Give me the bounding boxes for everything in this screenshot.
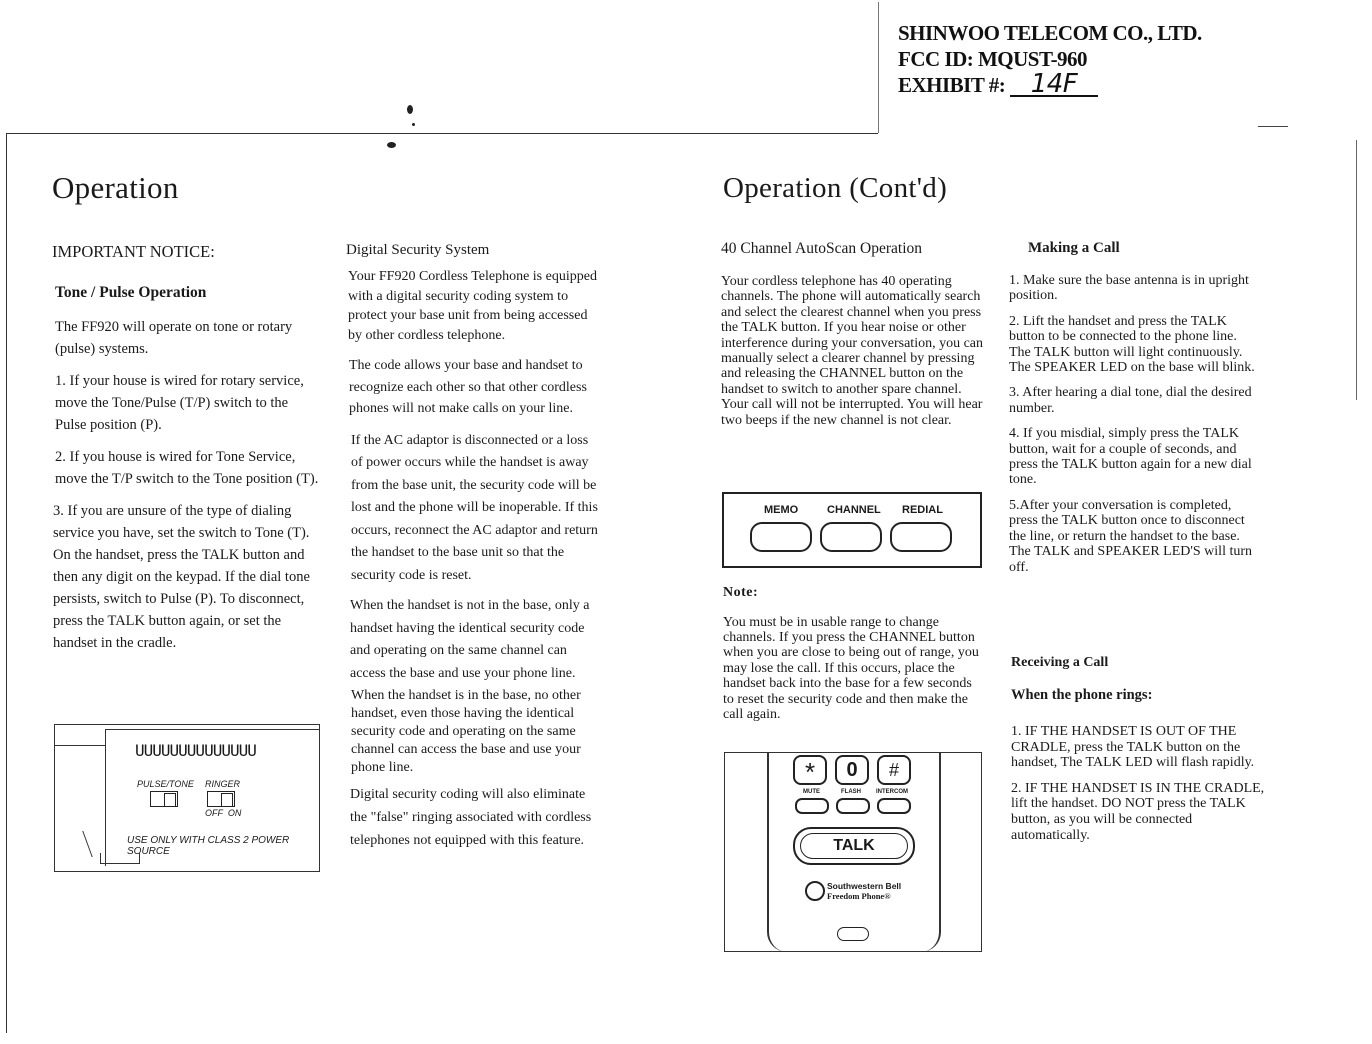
security-column (346, 242, 602, 862)
flash-label: FLASH (841, 789, 861, 795)
vent-slots: UUUUUUUUUUUUUU (135, 741, 256, 760)
tone-item-1: 1. If your house is wired for rotary service, move the Tone/Pulse (T/P) switch to the Pulse position (P). (55, 373, 304, 433)
intercom-button[interactable] (877, 798, 911, 814)
memo-label: MEMO (764, 504, 799, 516)
company-name: SHINWOO TELECOM CO., LTD. (898, 21, 1202, 45)
speaker-grille (837, 927, 869, 941)
receiving-call-heading: Receiving a Call (1011, 655, 1109, 670)
making-item-4: 4. If you misdial, simply press the TALK button, wait for a couple of seconds, and press the TALK button again for a new dial tone. (1009, 426, 1252, 488)
base-foot (100, 853, 140, 864)
making-call-column (1009, 240, 1261, 585)
making-item-2: 2. Lift the handset and press the TALK button to be connected to the phone line. The TALK button will light continuously. The SPEAKER LED on the base will blink. (1009, 313, 1255, 376)
page-top-border-right (1258, 126, 1288, 127)
flash-button[interactable] (836, 798, 870, 814)
pulse-tone-switch[interactable] (150, 791, 178, 807)
redial-button[interactable] (890, 522, 952, 552)
intercom-label: INTERCOM (876, 789, 908, 795)
brand-name: Southwestern Bell (827, 881, 902, 891)
handset-button-strip (722, 492, 982, 568)
page-title-right: Operation (Cont'd) (723, 172, 948, 204)
security-para-4: When the handset is not in the base, only a handset having the identical security code and operating on the same channel can access the base and use your phone line. (350, 598, 590, 681)
tone-item-2: 2. If you house is wired for Tone Service, move the T/P switch to the Tone position (T). (55, 449, 319, 487)
talk-button[interactable] (793, 827, 915, 865)
autoscan-column (721, 240, 983, 428)
note-text: You must be in usable range to change channels. If you press the CHANNEL button when you are close to being out of range, you may lose the call. If this occurs, place the handset back into the base for a few seconds to reset the security code and then make the call again. (723, 614, 979, 722)
channel-button[interactable] (820, 522, 882, 552)
zero-key[interactable]: 0 (835, 755, 869, 785)
redial-label: REDIAL (902, 504, 943, 516)
power-source-note: USE ONLY WITH CLASS 2 POWER SOURCE (127, 835, 290, 857)
making-item-5: 5.After your conversation is completed, press the TALK button once to disconnect the line, or return the handset to the base. The TALK and SPEAKER LED'S will turn off. (1009, 497, 1253, 575)
page-title-left: Operation (52, 170, 179, 205)
cord-line (60, 831, 92, 857)
base-edge (55, 745, 105, 746)
making-item-3: 3. After hearing a dial tone, dial the desired number. (1009, 385, 1252, 416)
security-para-2: The code allows your base and handset to recognize each other so that other cordless phones will not make calls on your line. (349, 358, 587, 416)
off-on-label: OFF ON (205, 808, 242, 818)
pulse-tone-label: PULSE/TONE (137, 779, 194, 789)
page-right-border (1356, 140, 1357, 400)
note-label: Note: (723, 585, 759, 600)
making-item-1: 1. Make sure the base antenna is in upright position. (1009, 273, 1249, 304)
making-call-heading: Making a Call (1028, 240, 1120, 256)
autoscan-heading: 40 Channel AutoScan Operation (721, 240, 923, 257)
security-heading: Digital Security System (346, 242, 490, 258)
security-para-5: When the handset is in the base, no other handset, even those having the identical security code and operating on the same channel can access the base and use your phone line. (351, 688, 581, 775)
ringer-label: RINGER (205, 779, 241, 789)
handset-keypad-diagram (724, 752, 982, 952)
fcc-id: FCC ID: MQUST-960 (898, 47, 1088, 71)
scan-speck (407, 105, 413, 114)
receiving-item-1: 1. IF THE HANDSET IS OUT OF THE CRADLE, press the TALK button on the handset, The TALK LED will flash rapidly. (1011, 724, 1255, 771)
page-left-border (6, 133, 7, 1033)
security-para-6: Digital security coding will also eliminate the "false" ringing associated with cordless telephones not equipped with this feature. (350, 787, 592, 848)
scan-speck (387, 142, 396, 148)
exhibit-tab-edge (878, 2, 879, 133)
channel-label: CHANNEL (827, 504, 881, 516)
tone-pulse-heading: Tone / Pulse Operation (55, 284, 207, 301)
brand-product: Freedom Phone® (827, 891, 891, 901)
tone-item-3: 3. If you are unsure of the type of dialing service you have, set the switch to Tone (T). On the handset, press the TALK button and then any digit on the keypad. If the dial tone persists, switch to Pulse (P). To disconnect, press the TALK button again, or set the handset in the cradle. (53, 503, 310, 651)
receiving-item-2: 2. IF THE HANDSET IS IN THE CRADLE, lift the handset. DO NOT press the TALK button, as you will be connected automatically. (1011, 780, 1265, 843)
ringer-switch[interactable] (207, 791, 235, 807)
pound-key[interactable]: # (877, 755, 911, 785)
base-switch-diagram (54, 724, 320, 872)
bell-logo-icon (805, 881, 825, 901)
star-key[interactable]: * (793, 755, 827, 785)
mute-label: MUTE (803, 789, 820, 795)
tone-intro: The FF920 will operate on tone or rotary (pulse) systems. (55, 319, 293, 357)
phone-rings-heading: When the phone rings: (1011, 687, 1153, 703)
scan-speck (412, 123, 415, 126)
autoscan-text: Your cordless telephone has 40 operating channels. The phone will automatically search and select the clearest channel when you press the TALK button. If you hear noise or other interference during your conversation, you can manually select a clearer channel by pressing and releasing the CHANNEL button on the handset to switch to another spare channel. Your call will not be interrupted. You will hear two beeps if the new channel is not clear. (721, 274, 984, 428)
exhibit-number: EXHIBIT #: 14F (898, 72, 1202, 98)
security-para-1: Your FF920 Cordless Telephone is equipped with a digital security coding system to protect your base unit from being accessed by other cordless telephone. (348, 269, 597, 343)
note-block (723, 585, 985, 722)
mute-button[interactable] (795, 798, 829, 814)
important-notice: IMPORTANT NOTICE: (52, 242, 215, 261)
talk-label: TALK (800, 833, 908, 859)
tone-pulse-column (52, 242, 322, 664)
exhibit-stamp (898, 20, 1202, 98)
security-para-3: If the AC adaptor is disconnected or a loss of power occurs while the handset is away from the base unit, the security code will be lost and the phone will be inoperable. If this occurs, reconnect the AC adaptor and return the handset to the base unit so that the security code is reset. (351, 432, 598, 583)
page-top-border (6, 133, 878, 134)
exhibit-handwritten-value: 14F (1010, 73, 1098, 97)
memo-button[interactable] (750, 522, 812, 552)
receiving-call-column (1011, 655, 1273, 853)
